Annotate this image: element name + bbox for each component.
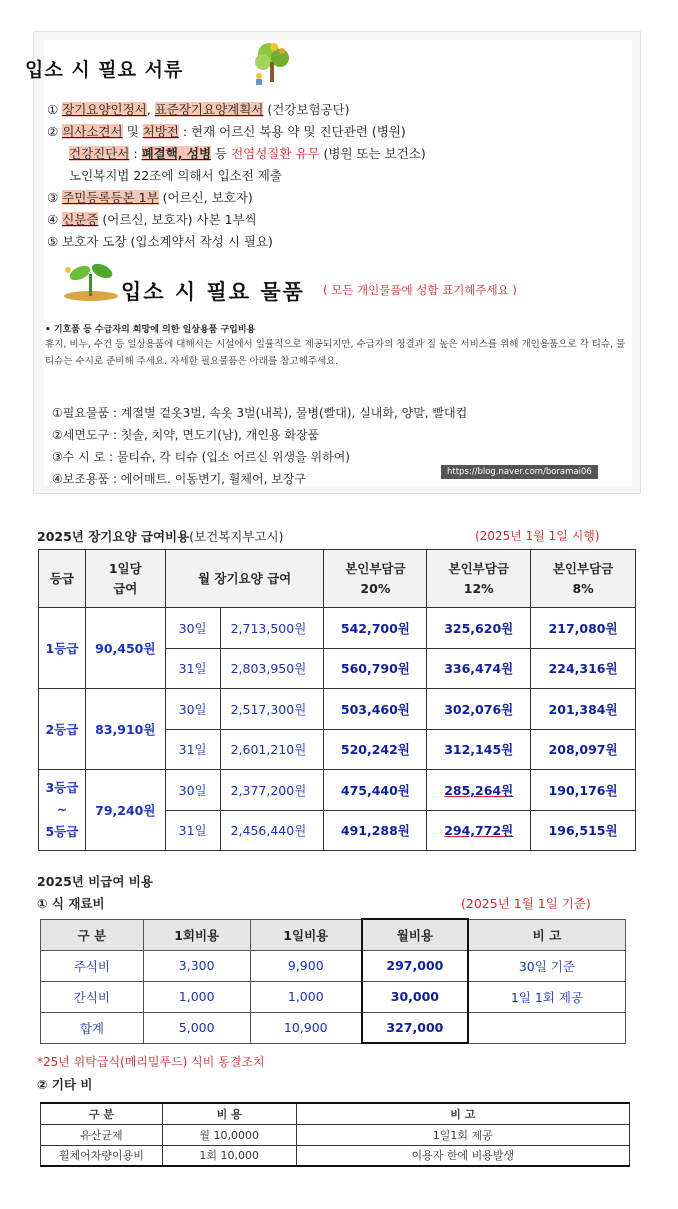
p12-cell: 336,474원: [427, 648, 531, 689]
table-row: [41, 981, 626, 1012]
cell: 주식비: [41, 950, 144, 981]
th-p20-1: 본인부담금: [345, 560, 406, 576]
amount-cell: 2,377,200원: [220, 770, 324, 811]
table1-effective-note: (2025년 1월 1일 시행): [475, 529, 600, 543]
grade-tilde: ~: [56, 802, 68, 817]
p20-cell: 475,440원: [324, 770, 427, 811]
doc-item-1: [47, 99, 426, 121]
doc-2b-c: 폐결핵, 성병: [141, 146, 212, 161]
grade-5: 5등급: [45, 824, 79, 839]
p20-cell: 560,790원: [324, 648, 427, 689]
doc-1-sep: ,: [146, 102, 155, 117]
table-row: [39, 608, 636, 649]
table1-title-main: 2025년 장기요양 급여비용: [37, 529, 190, 544]
cell: 합계: [41, 1012, 144, 1043]
amount-cell: 2,517,300원: [220, 689, 324, 730]
doc-item-4: [47, 209, 426, 231]
doc-2-a: 의사소견서: [62, 124, 123, 139]
doc-2-num: ②: [47, 124, 59, 139]
doc-2b-d: 등: [211, 146, 232, 161]
th-per-meal: 1회비용: [143, 919, 250, 950]
cell: 1,000: [250, 981, 362, 1012]
p8-cell: 208,097원: [531, 729, 636, 770]
daily-cell: 79,240원: [85, 770, 165, 851]
table1-title: [37, 527, 283, 545]
cell: 30일 기준: [468, 950, 626, 981]
doc-3-num: ③: [47, 190, 59, 205]
th-p8: [531, 550, 636, 608]
doc-2b-f: (병원 또는 보건소): [319, 146, 426, 161]
goods-title: 입소 시 필요 물품: [121, 280, 305, 304]
doc-2b-a: 건강진단서: [69, 146, 130, 161]
amount-cell: 2,803,950원: [220, 648, 324, 689]
cell: 유산균제: [41, 1124, 163, 1145]
th-per-month: 월비용: [362, 919, 468, 950]
cell: 간식비: [41, 981, 144, 1012]
cell: 휠체어차량이용비: [41, 1145, 163, 1166]
cell: 1,000: [143, 981, 250, 1012]
doc-item-5: ⑤ 보호자 도장 (입소계약서 작성 시 필요): [47, 234, 273, 249]
doc-2b-b: :: [129, 146, 142, 161]
grade-cell: 1등급: [39, 608, 86, 689]
goods-item: ①필요물품 : 계절별 겉옷3벌, 속옷 3벌(내복), 물병(빨대), 실내화, 양말, 빨대컵: [52, 406, 468, 420]
doc-item-2c: 노인복지법 22조에 의해서 입소전 제출: [69, 168, 282, 183]
goods-note: ( 모든 개인물품에 성함 표기해주세요 ): [323, 283, 517, 297]
days-cell: 31일: [165, 729, 220, 770]
doc-2-c: : 현재 어르신 복용 약 및 진단관련 (병원): [178, 124, 406, 139]
amount-cell: 2,713,500원: [220, 608, 324, 649]
th-remark: 비 고: [468, 919, 626, 950]
cell: 5,000: [143, 1012, 250, 1043]
table-row: [39, 689, 636, 730]
goods-item: ②세면도구 : 칫솔, 치약, 면도기(남), 개인용 화장품: [52, 428, 320, 442]
doc-3-a: 주민등록등본 1부: [62, 190, 159, 205]
doc-1-c: (건강보험공단): [263, 102, 350, 117]
p8-cell: 196,515원: [531, 810, 636, 851]
doc-1-a: 장기요양인정서: [62, 102, 147, 117]
doc-1-b: 표준장기요양계획서: [154, 102, 264, 117]
doc-2b-e: 전염성질환 유무: [231, 146, 320, 161]
p8-cell: 201,384원: [531, 689, 636, 730]
food-cost-note: (2025년 1월 1일 기준): [461, 896, 591, 911]
th-grade: 등급: [39, 550, 86, 608]
food-cost-subtitle: ① 식 재료비: [37, 896, 105, 911]
ltc-cost-table: [38, 549, 636, 851]
days-cell: 30일: [165, 770, 220, 811]
days-cell: 30일: [165, 608, 220, 649]
th-per-day: 1일비용: [250, 919, 362, 950]
cell: 1회 10,000: [162, 1145, 296, 1166]
p20-cell: 503,460원: [324, 689, 427, 730]
th-p12-1: 본인부담금: [448, 560, 509, 576]
th-daily-1: 1일당: [108, 560, 142, 576]
doc-1-num: ①: [47, 102, 59, 117]
docs-title: 입소 시 필요 서류: [25, 59, 184, 81]
p12-cell: 312,145원: [427, 729, 531, 770]
table-row: [39, 770, 636, 811]
p8-cell: 217,080원: [531, 608, 636, 649]
th-category: 구 분: [41, 1103, 163, 1124]
th-remark: 비 고: [296, 1103, 629, 1124]
cell: 1일1회 제공: [296, 1124, 629, 1145]
etc-cost-table: [40, 1102, 630, 1167]
monthly-cell: 30,000: [362, 981, 468, 1012]
cell: [468, 1012, 626, 1043]
cell: 9,900: [250, 950, 362, 981]
doc-2-b: 처방전: [142, 124, 179, 139]
th-p20: [324, 550, 427, 608]
table-header-row: [41, 1103, 630, 1124]
monthly-cell: 297,000: [362, 950, 468, 981]
cell: 10,900: [250, 1012, 362, 1043]
doc-4-b: (어르신, 보호자) 사본 1부씩: [98, 212, 257, 227]
goods-item: ③수 시 로 : 물티슈, 각 티슈 (입소 어르신 위생을 위하여): [52, 450, 350, 464]
cell: 이용자 한에 비용발생: [296, 1145, 629, 1166]
grade-cell: [39, 770, 86, 851]
th-daily: [85, 550, 165, 608]
doc-2-sep: 및: [122, 124, 143, 139]
p20-cell: 491,288원: [324, 810, 427, 851]
cell: 3,300: [143, 950, 250, 981]
etc-cost-subtitle: ② 기타 비: [37, 1077, 93, 1092]
table-row: [41, 950, 626, 981]
p12-cell: 302,076원: [427, 689, 531, 730]
days-cell: 31일: [165, 810, 220, 851]
p20-cell: 520,242원: [324, 729, 427, 770]
th-category: 구 분: [41, 919, 144, 950]
table1-title-sub: (보건복지부고시): [189, 529, 284, 544]
doc-item-2: [47, 121, 426, 143]
days-cell: 31일: [165, 648, 220, 689]
table-header-row: [39, 550, 636, 608]
sprout-icon: [62, 262, 120, 302]
th-p8-2: 8%: [572, 580, 594, 596]
th-p12-2: 12%: [463, 580, 494, 596]
goods-item: ④보조용품 : 에어매트. 이동변기, 휠체어, 보장구: [52, 472, 306, 486]
bullet-text: 휴지, 비누, 수건 등 일상용품에 대해서는 시설에서 일률적으로 제공되지만, 수급자의 청결과 질 높은 서비스를 위해 개인용품으로 각 티슈, 물티슈는 수시로 준비해 주세요. 자세한 필요물품은 아래를 참고해주세요.: [45, 339, 626, 367]
doc-item-2b: [47, 143, 426, 165]
blog-url-badge: https://blog.naver.com/boramai06: [441, 465, 598, 479]
table-row: [41, 1012, 626, 1043]
p8-cell: 224,316원: [531, 648, 636, 689]
daily-cell: 90,450원: [85, 608, 165, 689]
freeze-note: *25년 위탁급식(메리밀푸드) 식비 동결조치: [37, 1055, 265, 1069]
noncovered-title: 2025년 비급여 비용: [37, 874, 153, 889]
doc-4-a: 신분증: [62, 212, 99, 227]
tree-icon: [247, 38, 297, 88]
amount-cell: 2,456,440원: [220, 810, 324, 851]
th-p8-1: 본인부담금: [552, 560, 614, 576]
p12-cell: 325,620원: [427, 608, 531, 649]
th-cost: 비 용: [162, 1103, 296, 1124]
bullet-title: • 기호품 등 수급자의 희망에 의한 일상용품 구입비용: [45, 325, 256, 335]
table-row: [41, 1145, 630, 1166]
table-row: [41, 1124, 630, 1145]
th-monthly: 월 장기요양 급여: [165, 550, 324, 608]
cell: 1일 1회 제공: [468, 981, 626, 1012]
p20-cell: 542,700원: [324, 608, 427, 649]
doc-3-b: (어르신, 보호자): [158, 190, 253, 205]
cell: 월 10,0000: [162, 1124, 296, 1145]
days-cell: 30일: [165, 689, 220, 730]
doc-4-num: ④: [47, 212, 59, 227]
monthly-cell: 327,000: [362, 1012, 468, 1043]
docs-list: [47, 99, 426, 253]
grade-3: 3등급: [45, 780, 79, 795]
daily-cell: 83,910원: [85, 689, 165, 770]
food-cost-table: [40, 918, 626, 1044]
table-header-row: [41, 919, 626, 950]
grade-cell: 2등급: [39, 689, 86, 770]
th-p12: [427, 550, 531, 608]
goods-list: [52, 402, 467, 490]
p12-cell: 285,264원: [427, 770, 531, 811]
th-p20-2: 20%: [360, 580, 391, 596]
p8-cell: 190,176원: [531, 770, 636, 811]
th-daily-2: 급여: [113, 580, 138, 596]
doc-item-3: [47, 187, 426, 209]
p12-cell: 294,772원: [427, 810, 531, 851]
amount-cell: 2,601,210원: [220, 729, 324, 770]
